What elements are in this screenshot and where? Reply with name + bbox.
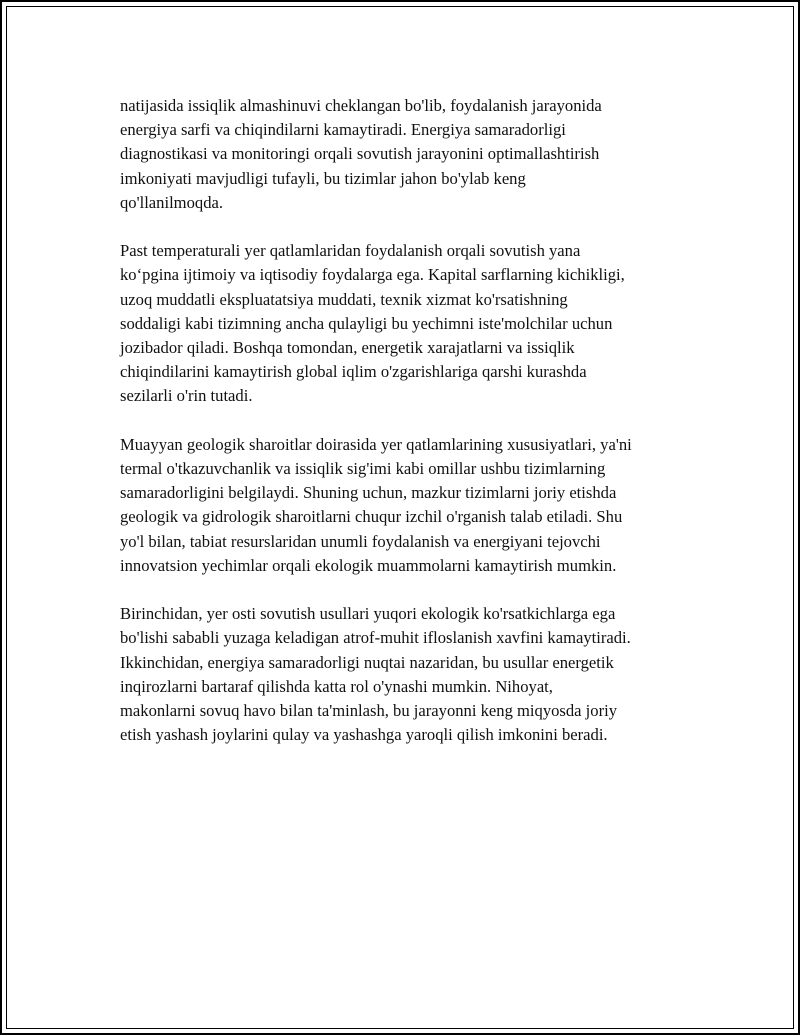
document-body [120, 94, 690, 772]
paragraph: natijasida issiqlik almashinuvi cheklangan bo'lib, foydalanish jarayonida energiya sarfi va chiqindilarni kamaytiradi. Energiya samaradorligi diagnostikasi va monitoringi orqali sovutish jarayonini optimallashtirish imkoniyati mavjudligi tufayli, bu tizimlar jahon bo'ylab keng qo'llanilmoqda. [120, 96, 602, 212]
paragraph: Muayyan geologik sharoitlar doirasida yer qatlamlarining xususiyatlari, ya'ni termal o'tkazuvchanlik va issiqlik sig'imi kabi omillar ushbu tizimlarning samaradorligini belgilaydi. Shuning uchun, mazkur tizimlarni joriy etishda geologik va gidrologik sharoitlarni chuqur izchil o'rganish talab etiladi. Shu yo'l bilan, tabiat resurslaridan unumli foydalanish va energiyani tejovchi innovatsion yechimlar orqali ekologik muammolarni kamaytirish mumkin. [120, 434, 632, 575]
paragraph: Birinchidan, yer osti sovutish usullari yuqori ekologik ko'rsatkichlarga ega bo'lishi sababli yuzaga keladigan atrof-muhit ifloslanish xavfini kamaytiradi. Ikkinchidan, energiya samaradorligi nuqtai nazaridan, bu usullar energetik inqirozlarni bartaraf qilishda katta rol o'ynashi mumkin. Nihoyat, makonlarni sovuq havo bilan ta'minlash, bu jarayonni keng miqyosda joriy etish yashash joylarini qulay va yashashga yaroqli qilish imkonini beradi. [120, 604, 631, 745]
paragraph: Past temperaturali yer qatlamlaridan foydalanish orqali sovutish yana ko‘pgina ijtimoiy va iqtisodiy foydalarga ega. Kapital sarflarning kichikligi, uzoq muddatli ekspluatatsiya muddati, texnik xizmat ko'rsatishning soddaligi kabi tizimning ancha qulayligi bu yechimni iste'molchilar uchun jozibador qiladi. Boshqa tomondan, energetik xarajatlarni va issiqlik chiqindilarini kamaytirish global iqlim o'zgarishlariga qarshi kurashda sezilarli o'rin tutadi. [120, 241, 625, 406]
